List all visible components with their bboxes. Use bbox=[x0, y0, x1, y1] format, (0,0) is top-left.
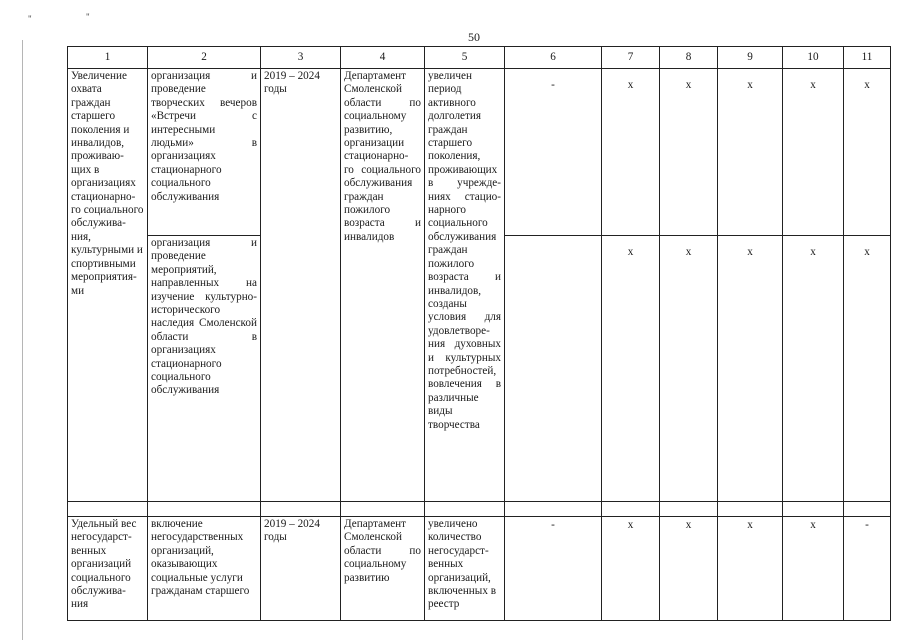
header-cell: 5 bbox=[425, 47, 505, 69]
value-cell: x bbox=[718, 517, 783, 621]
header-row bbox=[68, 47, 891, 69]
value-cell: x bbox=[660, 236, 718, 502]
header-cell: 9 bbox=[718, 47, 783, 69]
value-cell: - bbox=[844, 517, 891, 621]
value-cell bbox=[505, 236, 602, 502]
header-cell: 6 bbox=[505, 47, 602, 69]
event-cell: организация и проведение творческих вечеров «Встречи с интересными людьми» в организациях стационарного социального обслуживания bbox=[148, 69, 261, 236]
page-margin-line bbox=[22, 40, 23, 640]
value-cell: x bbox=[844, 236, 891, 502]
header-cell: 8 bbox=[660, 47, 718, 69]
value-cell: x bbox=[844, 69, 891, 236]
period-cell: 2019 – 2024 годы bbox=[261, 69, 341, 502]
executor-cell: Департамент Смоленской области по социальному развитию bbox=[341, 517, 425, 621]
value-cell: x bbox=[660, 517, 718, 621]
period-cell: 2019 – 2024 годы bbox=[261, 517, 341, 621]
scan-mark: " bbox=[86, 12, 90, 22]
table-row bbox=[68, 517, 891, 621]
value-cell: x bbox=[718, 236, 783, 502]
header-cell: 11 bbox=[844, 47, 891, 69]
table-row bbox=[68, 69, 891, 236]
value-cell: x bbox=[602, 517, 660, 621]
value-cell: x bbox=[602, 69, 660, 236]
value-cell: - bbox=[505, 517, 602, 621]
value-cell: - bbox=[505, 69, 602, 236]
value-cell: x bbox=[660, 69, 718, 236]
value-cell: x bbox=[783, 517, 844, 621]
program-table bbox=[67, 46, 891, 621]
value-cell: x bbox=[602, 236, 660, 502]
result-cell: увеличен период активного долголетия граждан старшего поколения, проживающих в учрежде- ниях стацио- нарного социального обслуживания граждан пожилого возраста и инвалидов, созданы условия для удовлетворе- ния духовных и культурных потребностей, вовлечения в различные виды творчества bbox=[425, 69, 505, 502]
event-cell: включение негосударственных организаций, оказывающих социальные услуги гражданам старшего bbox=[148, 517, 261, 621]
event-cell: организация и проведение мероприятий, направленных на изучение культурно- исторического наследия Смоленской области в организациях стационарного социального обслуживания bbox=[148, 236, 261, 502]
page-number: 50 bbox=[468, 30, 480, 44]
header-cell: 1 bbox=[68, 47, 148, 69]
header-cell: 2 bbox=[148, 47, 261, 69]
value-cell: x bbox=[783, 236, 844, 502]
header-cell: 10 bbox=[783, 47, 844, 69]
scan-mark: " bbox=[28, 14, 32, 24]
indicator-cell: Увеличение охвата граждан старшего поколения и инвалидов, проживаю- щих в организациях стационарно- го социального обслужива- ния, культурными и спортивными мероприятия- ми bbox=[68, 69, 148, 502]
indicator-cell: Удельный вес негосударст- венных организаций социального обслужива- ния bbox=[68, 517, 148, 621]
result-cell: увеличено количество негосударст- венных организаций, включенных в реестр bbox=[425, 517, 505, 621]
header-cell: 3 bbox=[261, 47, 341, 69]
header-cell: 4 bbox=[341, 47, 425, 69]
value-cell: x bbox=[718, 69, 783, 236]
executor-cell: Департамент Смоленской области по социальному развитию, организации стационарно- го социального обслуживания граждан пожилого возраста и инвалидов bbox=[341, 69, 425, 502]
value-cell: x bbox=[783, 69, 844, 236]
header-cell: 7 bbox=[602, 47, 660, 69]
spacer-row bbox=[68, 502, 891, 517]
